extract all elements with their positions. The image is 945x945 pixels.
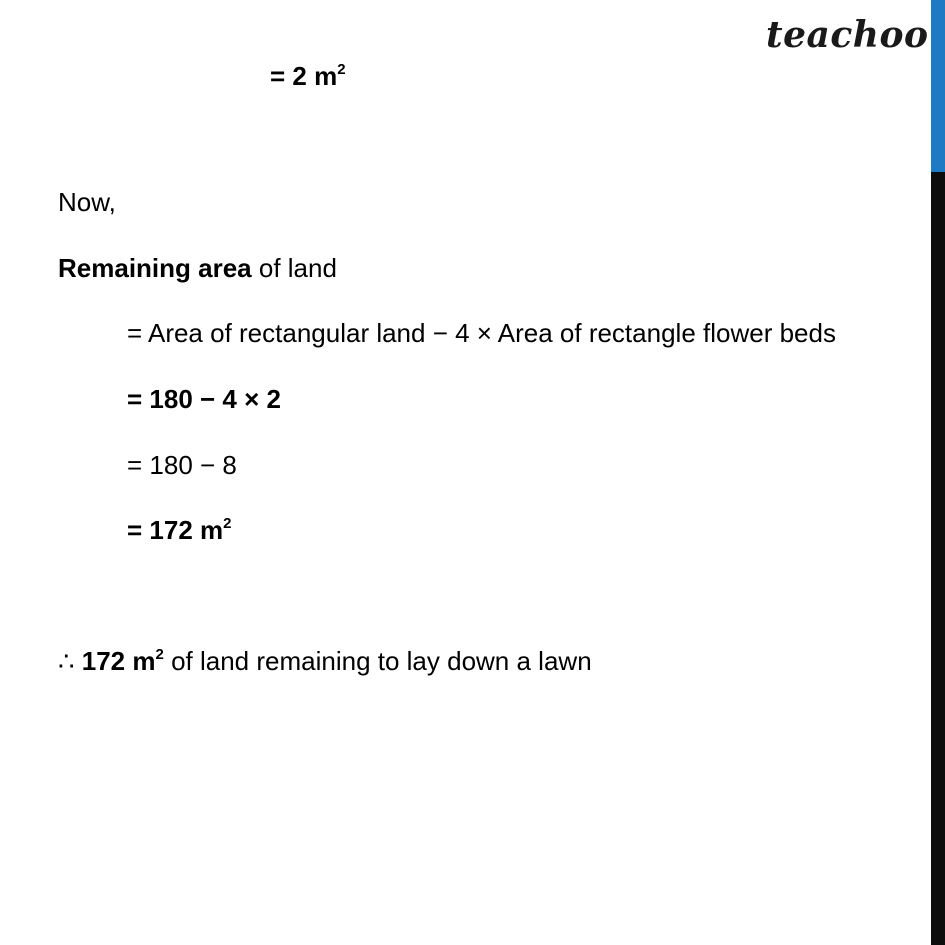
teachoo-logo: teachoo — [766, 14, 929, 56]
previous-result-exponent: 2 — [337, 61, 346, 79]
previous-result-line — [270, 60, 346, 92]
side-bar-accent — [931, 0, 945, 172]
conclusion-exponent: 2 — [155, 646, 164, 664]
remaining-area-heading-rest: of land — [251, 253, 337, 283]
conclusion-line — [58, 645, 592, 677]
remaining-area-heading — [58, 252, 337, 284]
conclusion-rest: of land remaining to lay down a lawn — [163, 646, 592, 676]
result-exponent: 2 — [223, 515, 232, 533]
result-line — [127, 514, 231, 546]
conclusion-value — [82, 646, 164, 676]
therefore-symbol: ∴ — [58, 646, 82, 676]
previous-result-value: = 2 m — [270, 61, 338, 91]
substitution-line: = 180 − 4 × 2 — [127, 384, 281, 414]
simplification-line: = 180 − 8 — [127, 450, 237, 480]
remaining-area-heading-bold: Remaining area — [58, 253, 252, 283]
result-value: = 172 m — [127, 515, 224, 545]
formula-line: = Area of rectangular land − 4 × Area of rectangle flower beds — [127, 318, 836, 348]
now-label: Now, — [58, 187, 116, 217]
conclusion-value-text: 172 m — [81, 646, 156, 676]
